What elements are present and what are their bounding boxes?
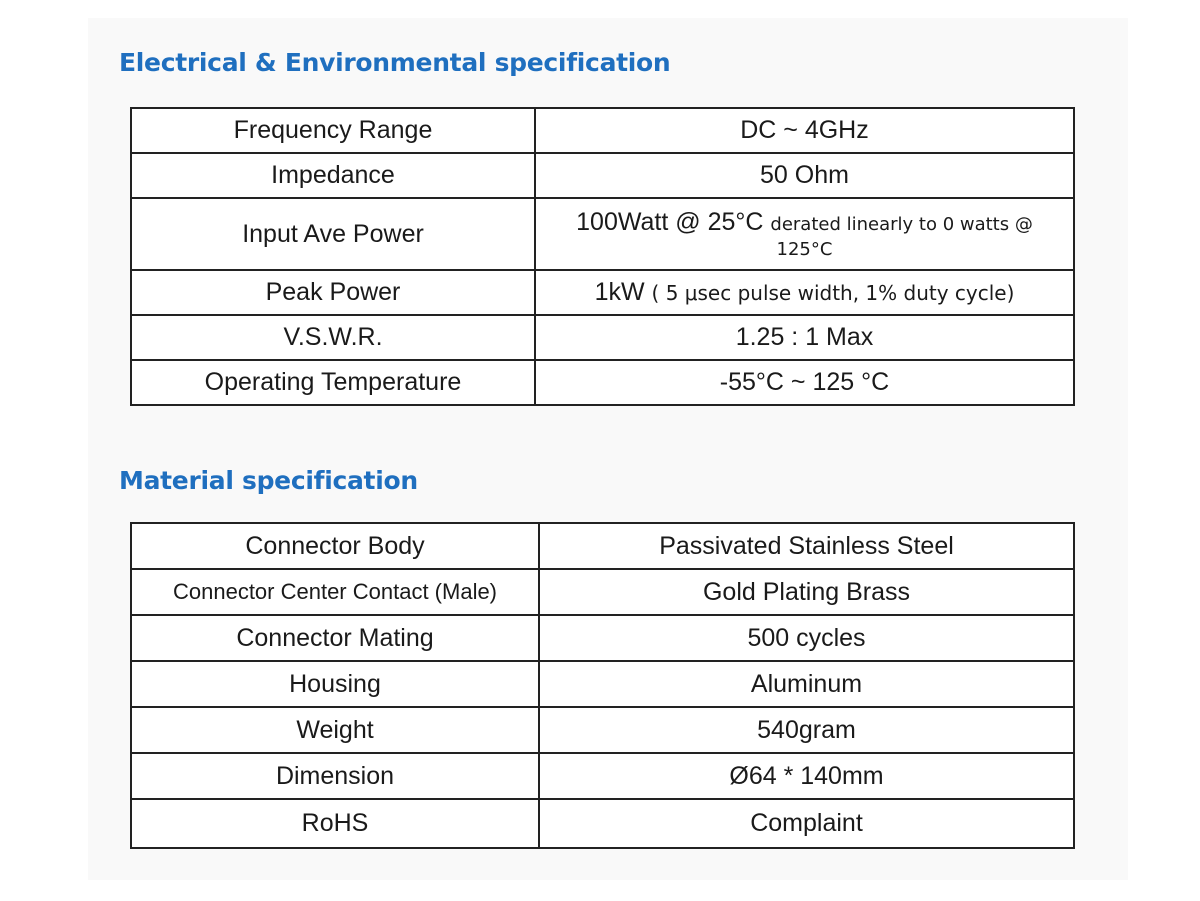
spec-value-main: 100Watt @ 25°C <box>576 208 764 237</box>
spec-label: RoHS <box>131 799 539 848</box>
spec-value-note-2: 125°C <box>776 239 833 261</box>
spec-label: Connector Mating <box>131 615 539 661</box>
spec-label: Input Ave Power <box>131 198 535 270</box>
spec-value-detail: ( 5 μsec pulse width, 1% duty cycle) <box>651 281 1015 305</box>
table-row <box>131 108 1074 153</box>
spec-value: DC ~ 4GHz <box>535 108 1074 153</box>
table-row <box>131 569 1074 615</box>
spec-label: Connector Body <box>131 523 539 569</box>
spec-label: Peak Power <box>131 270 535 315</box>
spec-value: 1.25 : 1 Max <box>535 315 1074 360</box>
spec-value: 540gram <box>539 707 1074 753</box>
spec-label: Connector Center Contact (Male) <box>131 569 539 615</box>
table-row <box>131 153 1074 198</box>
spec-label: Weight <box>131 707 539 753</box>
spec-label: Frequency Range <box>131 108 535 153</box>
spec-value: Passivated Stainless Steel <box>539 523 1074 569</box>
spec-value: Complaint <box>539 799 1074 848</box>
spec-label: Operating Temperature <box>131 360 535 405</box>
spec-value <box>535 198 1074 270</box>
table-row <box>131 661 1074 707</box>
spec-label: Impedance <box>131 153 535 198</box>
table-row <box>131 360 1074 405</box>
spec-value: Ø64 * 140mm <box>539 753 1074 799</box>
spec-label: Dimension <box>131 753 539 799</box>
table-row <box>131 615 1074 661</box>
table-row <box>131 799 1074 848</box>
table-row <box>131 315 1074 360</box>
spec-value: 50 Ohm <box>535 153 1074 198</box>
material-spec-table <box>130 522 1075 849</box>
electrical-spec-table <box>130 107 1075 406</box>
table-row <box>131 753 1074 799</box>
table-row <box>131 523 1074 569</box>
spec-value: Gold Plating Brass <box>539 569 1074 615</box>
spec-label: V.S.W.R. <box>131 315 535 360</box>
table-row <box>131 270 1074 315</box>
section-title-electrical: Electrical & Environmental specification <box>119 48 671 77</box>
table-row <box>131 198 1074 270</box>
table-row <box>131 707 1074 753</box>
section-title-material: Material specification <box>119 466 418 495</box>
spec-label: Housing <box>131 661 539 707</box>
spec-value: Aluminum <box>539 661 1074 707</box>
spec-value: 500 cycles <box>539 615 1074 661</box>
spec-value-note: derated linearly to 0 watts @ <box>770 214 1033 236</box>
spec-value <box>535 270 1074 315</box>
spec-value-main: 1kW <box>594 278 645 306</box>
spec-value: -55°C ~ 125 °C <box>535 360 1074 405</box>
